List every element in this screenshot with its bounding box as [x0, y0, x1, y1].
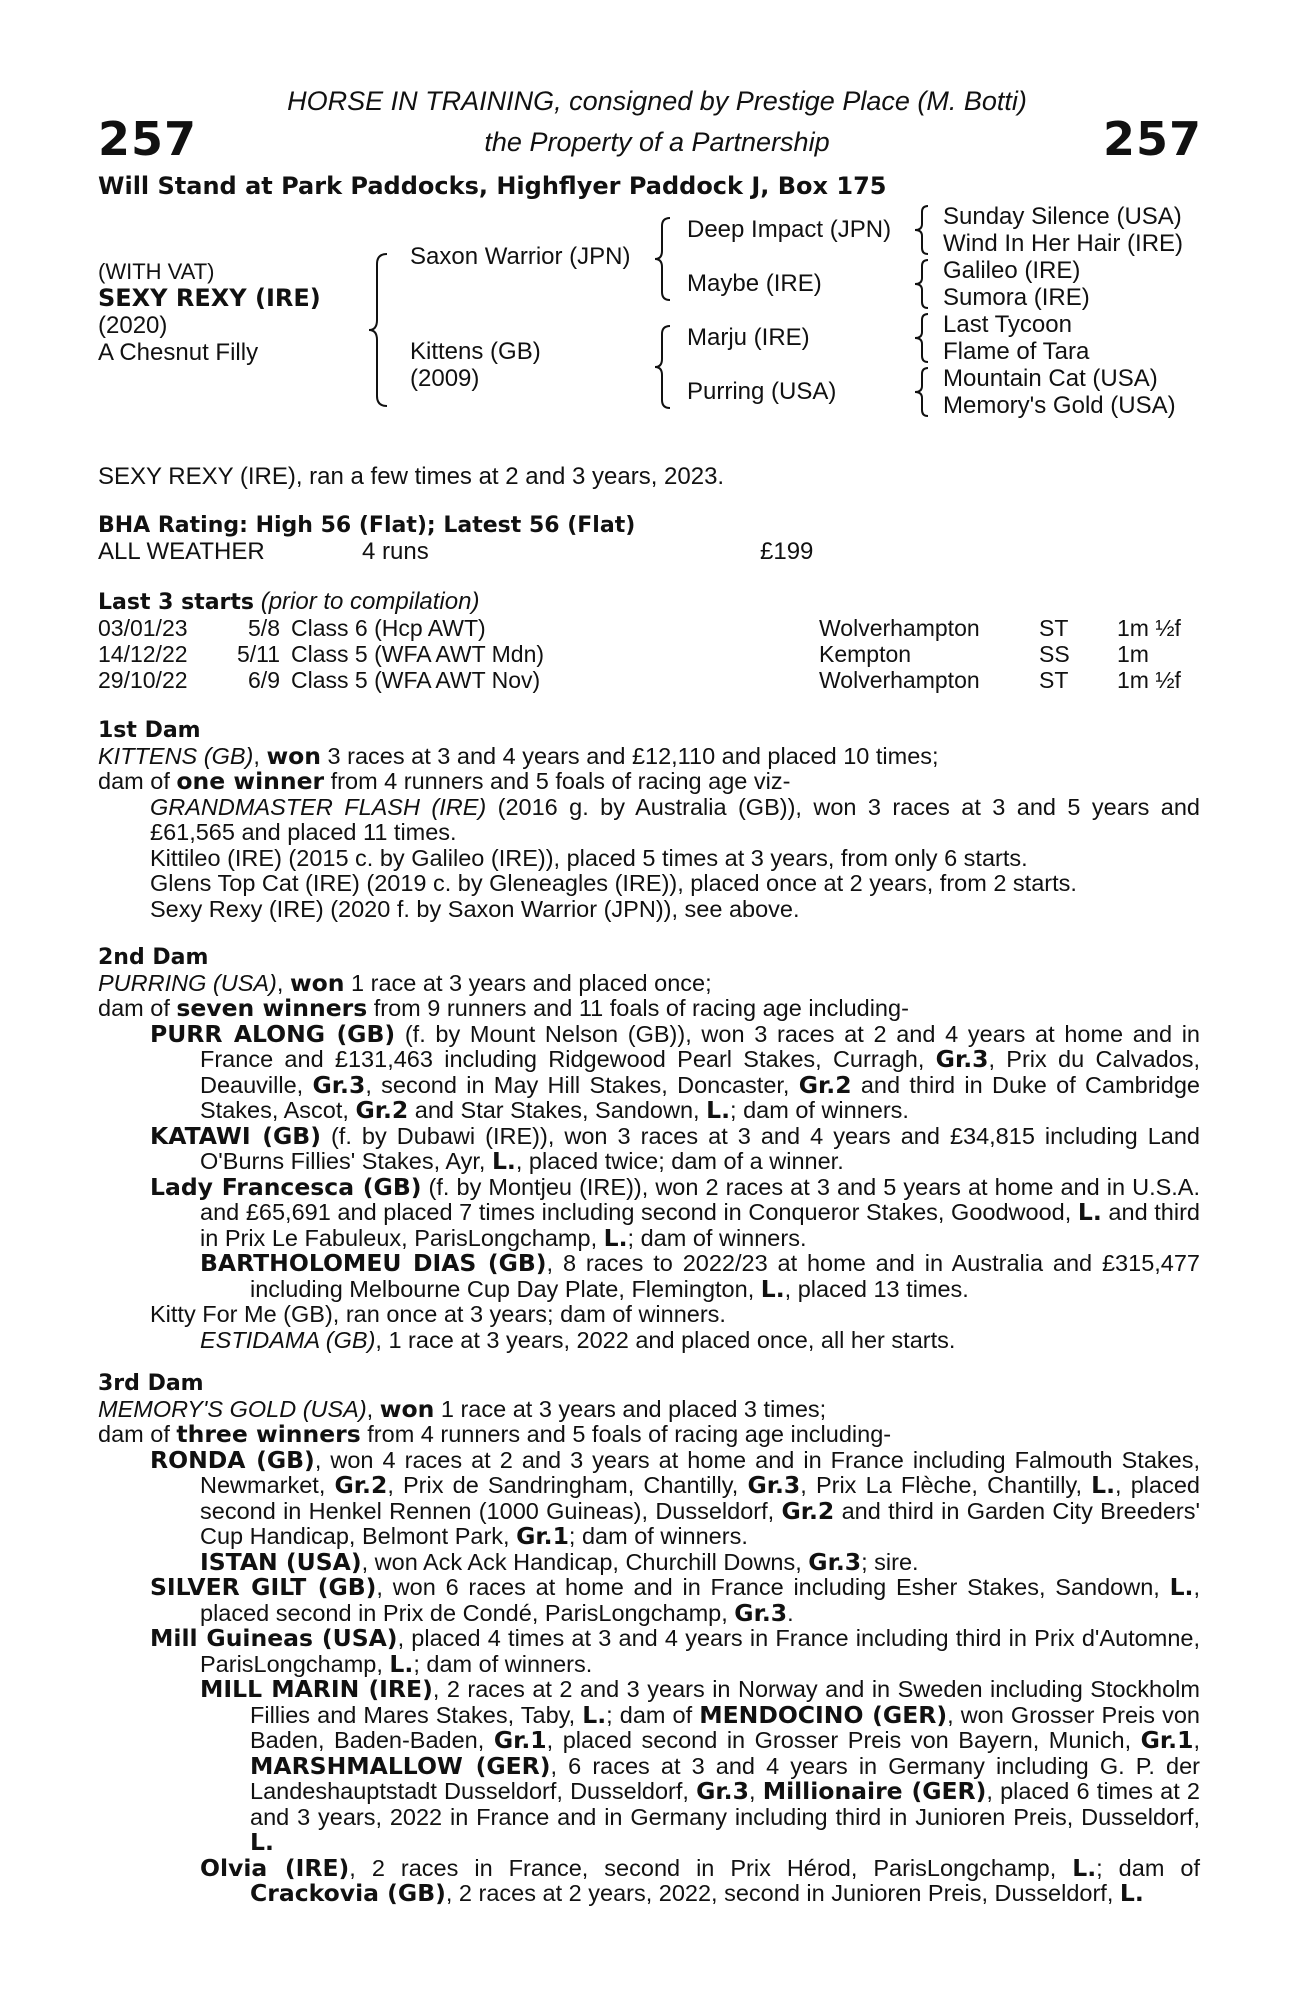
produce-entry: Glens Top Cat (IRE) (2019 c. by Gleneagles (IRE)), placed once at 2 years, from 2 starts. [150, 870, 1077, 896]
third-dam-name: MEMORY'S GOLD (USA) [98, 1395, 367, 1422]
pedigree-brace-1 [912, 203, 934, 257]
ped-sdd: Sumora (IRE) [943, 284, 1090, 311]
produce-entry-silver-gilt [98, 1575, 1200, 1626]
bold-text: Gr.3 [734, 1598, 788, 1627]
bold-text: Gr.1 [516, 1522, 569, 1550]
bold-text: Gr.1 [1140, 1726, 1194, 1754]
winners-count: seven winners [176, 994, 368, 1022]
first-dam-name: KITTENS (GB) [98, 742, 254, 769]
first-dam-heading: 1st Dam [98, 718, 201, 743]
dam-of-label: dam of [98, 995, 177, 1021]
bold-text: L. [1169, 1573, 1194, 1601]
first-dam-line1: KITTENS (GB), won 3 races at 3 and 4 years and £12,110 and placed 10 times; [98, 741, 939, 770]
bold-text: Olvia (IRE) [200, 1853, 350, 1882]
bold-text: L. [1072, 1853, 1097, 1882]
winners-count: one winner [176, 767, 325, 795]
second-dam-line2 [98, 996, 1200, 1022]
entry-text: , Prix La Flèche, Chantilly, [800, 1472, 1092, 1498]
start-distance: 1m ½f [1117, 615, 1181, 641]
start-race: Class 5 (WFA AWT Mdn) [291, 641, 545, 667]
entry-text: ; dam of [1096, 1854, 1200, 1881]
stand-location: Will Stand at Park Paddocks, Highflyer Paddock J, Box 175 [98, 172, 887, 200]
start-course: Kempton [819, 641, 912, 667]
bold-text: L. [491, 1147, 516, 1175]
foals-summary: from 4 runners and 5 foals of racing age including- [360, 1421, 892, 1447]
bold-text: MENDOCINO (GER) [699, 1700, 948, 1729]
bha-surface: ALL WEATHER [98, 538, 265, 565]
ped-dss: Last Tycoon [943, 311, 1072, 338]
entry-text: . [787, 1599, 794, 1626]
bold-text: L. [389, 1649, 414, 1678]
second-dam-name: PURRING (USA) [98, 969, 277, 996]
bold-text: MARSHMALLOW (GER) [250, 1751, 551, 1780]
entry-text: ; sire. [861, 1548, 919, 1575]
pedigree-brace-4 [912, 365, 934, 419]
entry-text: , placed second in Prix de Condé, ParisLongchamp, [200, 1574, 1200, 1626]
entry-text: , 6 races at 3 and 4 years in Germany including G. P. der Landeshauptstadt Dusseldorf, Dusseldorf, [250, 1752, 1200, 1804]
bold-text: Gr.3 [935, 1045, 989, 1073]
produce-name: ESTIDAMA (GB) [200, 1326, 376, 1353]
last-starts-title: Last 3 starts [98, 590, 255, 615]
ped-ssd: Wind In Her Hair (IRE) [943, 230, 1184, 257]
entry-text: and third in Prix Le Fabuleux, ParisLongchamp, [200, 1199, 1200, 1251]
entry-text: , [1193, 1727, 1200, 1753]
entry-text: (f. by Montjeu (IRE)), won 2 races at 3 and 5 years at home and in U.S.A. and £65,691 and placed 7 times including second in Conqueror Stakes, Goodwood, [200, 1173, 1201, 1225]
horse-year: (2020) [98, 312, 168, 339]
ped-sss: Sunday Silence (USA) [943, 203, 1182, 230]
bold-text: Gr.1 [493, 1726, 547, 1754]
bold-text: ISTAN (USA) [200, 1547, 362, 1576]
first-dam-section [98, 718, 1200, 922]
entry-text: , 8 races to 2022/23 at home and in Australia and £315,477 including Melbourne Cup Day Plate, Flemington, [250, 1250, 1200, 1302]
winners-count: three winners [176, 1420, 361, 1448]
foals-summary: from 4 runners and 5 foals of racing age viz- [324, 768, 791, 794]
entry-text: , Prix de Sandringham, Chantilly, [387, 1472, 748, 1498]
bold-text: Mill Guineas (USA) [150, 1624, 398, 1652]
lot-number-right: 257 [1102, 112, 1202, 166]
dam-sire: Marju (IRE) [687, 324, 810, 351]
entry-text: ; dam of winners. [627, 1224, 807, 1251]
vat-note: (WITH VAT) [98, 259, 215, 284]
last-starts-note: (prior to compilation) [260, 588, 480, 615]
bold-text: L. [1119, 1879, 1144, 1907]
third-dam-record: 1 race at 3 years and placed 3 times; [434, 1395, 827, 1422]
entry-text: , second in May Hill Stakes, Doncaster, [365, 1071, 799, 1098]
third-dam-line2 [98, 1422, 1200, 1448]
start-date: 14/12/22 [98, 641, 188, 667]
horse-description: A Chesnut Filly [98, 339, 259, 366]
consignor-line: HORSE IN TRAINING, consigned by Prestige Place (M. Botti) [287, 86, 1027, 116]
first-dam-record: 3 races at 3 and 4 years and £12,110 and placed 10 times; [321, 742, 939, 769]
bha-earnings: £199 [760, 538, 814, 565]
produce-entry-purr-along [98, 1019, 1200, 1124]
start-position: 5/8 [248, 615, 280, 641]
last-starts-heading [98, 588, 479, 616]
bold-text: Gr.3 [747, 1471, 801, 1499]
entry-text: , won Ack Ack Handicap, Churchill Downs, [361, 1548, 809, 1575]
entry-text: , 2 races at 2 and 3 years in Norway and in Sweden including Stockholm Fillies and Mares Stakes, Taby, [250, 1676, 1200, 1728]
start-going: ST [1039, 667, 1069, 693]
lot-number-left: 257 [98, 112, 198, 166]
second-dam-section [98, 945, 1200, 1353]
ped-ddd: Memory's Gold (USA) [943, 392, 1176, 419]
produce-entry-mill-guineas [98, 1626, 1200, 1677]
bold-text: L. [603, 1223, 628, 1252]
entry-text: , [748, 1778, 763, 1804]
entry-text: , placed second in Grosser Preis von Bayern, Munich, [546, 1727, 1141, 1753]
dam-of-label: dam of [98, 1421, 177, 1447]
pedigree-brace-3 [912, 311, 934, 365]
produce-name: GRANDMASTER FLASH (IRE) [150, 793, 487, 820]
bold-text: BARTHOLOMEU DIAS (GB) [200, 1249, 547, 1277]
sire-sire: Deep Impact (JPN) [687, 216, 892, 243]
produce-entry: Sexy Rexy (IRE) (2020 f. by Saxon Warrior (JPN)), see above. [150, 895, 800, 922]
entry-text: , won 6 races at home and in France including Esher Stakes, Sandown, [376, 1574, 1170, 1600]
bold-text: KATAWI (GB) [150, 1121, 321, 1150]
entry-text: , placed 4 times at 3 and 4 years in France including third in Prix d'Automne, ParisLongchamp, [200, 1625, 1200, 1677]
bha-rating: BHA Rating: High 56 (Flat); Latest 56 (Flat) [98, 513, 636, 538]
won-label: won [379, 1394, 435, 1423]
bold-text: Gr.2 [781, 1496, 835, 1525]
entry-text: ; dam of winners. [730, 1097, 909, 1123]
start-going: SS [1039, 641, 1070, 667]
start-going: ST [1039, 615, 1069, 641]
start-position: 5/11 [236, 641, 280, 667]
start-course: Wolverhampton [819, 667, 980, 693]
entry-text: , 2 races in France, second in Prix Hérod, ParisLongchamp, [349, 1854, 1073, 1881]
dam-of-label: dam of [98, 768, 177, 794]
produce-record: , 1 race at 3 years, 2022 and placed once, all her starts. [375, 1326, 956, 1353]
bold-text: Gr.3 [808, 1547, 862, 1576]
ped-dds: Mountain Cat (USA) [943, 365, 1158, 392]
entry-text: , placed 13 times. [784, 1275, 969, 1302]
produce-entry-mill-marin [98, 1677, 1200, 1856]
entry-text: , won Grosser Preis von Baden, Baden-Baden, [250, 1701, 1200, 1753]
bold-text: Gr.2 [798, 1070, 852, 1099]
bold-text: Gr.2 [334, 1471, 388, 1499]
ped-dsd: Flame of Tara [943, 338, 1090, 365]
bold-text: Crackovia (GB) [250, 1879, 446, 1907]
start-position: 6/9 [248, 667, 280, 693]
entry-text: ; dam of winners. [413, 1650, 593, 1677]
bold-text: Millionaire (GER) [762, 1777, 987, 1805]
foals-summary: from 9 runners and 11 foals of racing age including- [367, 995, 909, 1021]
entry-text: ; dam of [606, 1701, 700, 1728]
bha-runs: 4 runs [362, 538, 429, 565]
bold-text: MILL MARIN (IRE) [200, 1675, 433, 1703]
racing-summary: SEXY REXY (IRE), ran a few times at 2 and 3 years, 2023. [98, 463, 725, 490]
dam-dam: Purring (USA) [687, 378, 837, 405]
pedigree-brace-dam [652, 322, 676, 412]
entry-text: , placed 6 times at 2 and 3 years, 2022 in France and in Germany including third in Junioren Preis, Dusseldorf, [250, 1778, 1200, 1830]
start-date: 29/10/22 [98, 667, 188, 693]
entry-text: and Star Stakes, Sandown, [408, 1097, 707, 1123]
pedigree-brace-sire [652, 214, 676, 304]
start-date: 03/01/23 [98, 615, 188, 641]
property-line: the Property of a Partnership [484, 127, 830, 157]
entry-text: ; dam of winners. [568, 1523, 748, 1549]
produce-entry-lady-francesca [98, 1172, 1201, 1252]
produce-entry [98, 795, 1200, 846]
produce-entry-ronda [98, 1445, 1201, 1550]
bold-text: L. [1091, 1471, 1116, 1499]
dam-name: Kittens (GB) [410, 338, 541, 365]
produce-entry-estidama [98, 1328, 1200, 1354]
won-label: won [289, 968, 345, 997]
entry-text: (f. by Mount Nelson (GB)), won 3 races at 2 and 4 years at home and in France and £131,463 including Ridgewood Pearl Stakes, Curragh, [200, 1020, 1200, 1072]
second-dam-line1: PURRING (USA), won 1 race at 3 years and placed once; [98, 968, 712, 997]
sire-dam: Maybe (IRE) [687, 270, 822, 297]
start-distance: 1m [1117, 641, 1149, 667]
bold-text: Gr.3 [696, 1777, 749, 1805]
second-dam-record: 1 race at 3 years and placed once; [344, 969, 712, 996]
entry-text: , placed second in Henkel Rennen (1000 Guineas), Dusseldorf, [200, 1472, 1200, 1524]
third-dam-line1: MEMORY'S GOLD (USA), won 1 race at 3 years and placed 3 times; [98, 1394, 827, 1423]
horse-name: SEXY REXY (IRE) [98, 284, 321, 312]
won-label: won [266, 741, 322, 770]
entry-text: , won 4 races at 2 and 3 years at home and in France including Falmouth Stakes, Newmarket, [200, 1446, 1201, 1498]
pedigree-brace-2 [912, 257, 934, 311]
entry-text: and third in Duke of Cambridge Stakes, Ascot, [200, 1071, 1200, 1123]
bold-text: L. [582, 1700, 607, 1729]
third-dam-heading: 3rd Dam [98, 1371, 204, 1396]
entry-text: (f. by Dubawi (IRE)), won 3 races at 3 and 4 years and £34,815 including Land O'Burns Fillies' Stakes, Ayr, [200, 1122, 1200, 1174]
entry-text: , placed twice; dam of a winner. [515, 1148, 844, 1174]
pedigree-brace-main [365, 250, 395, 410]
entry-text: and third in Garden City Breeders' Cup Handicap, Belmont Park, [200, 1497, 1200, 1549]
start-race: Class 6 (Hcp AWT) [291, 615, 486, 641]
bold-text: Lady Francesca (GB) [150, 1172, 422, 1201]
produce-entry-olvia [98, 1853, 1200, 1907]
bold-text: Gr.3 [312, 1070, 366, 1099]
produce-record: (2016 g. by Australia (GB)), won 3 races at 3 and 5 years and £61,565 and placed 11 times. [150, 793, 1201, 845]
produce-entry-bartholomeu-dias [98, 1251, 1200, 1302]
entry-text: , 2 races at 2 years, 2022, second in Junioren Preis, Dusseldorf, [445, 1880, 1120, 1906]
third-dam-section [98, 1371, 1200, 1907]
start-race: Class 5 (WFA AWT Nov) [291, 667, 541, 693]
bold-text: RONDA (GB) [150, 1445, 315, 1474]
produce-entry-istan [98, 1547, 1200, 1576]
first-dam-line2 [98, 769, 1200, 795]
produce-entry-kitty: Kitty For Me (GB), ran once at 3 years; dam of winners. [150, 1301, 726, 1327]
produce-entry: Kittileo (IRE) (2015 c. by Galileo (IRE)), placed 5 times at 3 years, from only 6 starts. [150, 844, 1028, 871]
sire-name: Saxon Warrior (JPN) [410, 243, 631, 270]
bold-text: L. [250, 1828, 274, 1856]
bold-text: PURR ALONG (GB) [150, 1019, 396, 1048]
dam-year: (2009) [410, 365, 480, 392]
start-distance: 1m ½f [1117, 667, 1181, 693]
bold-text: L. [1077, 1198, 1102, 1226]
produce-entry-katawi [98, 1121, 1200, 1175]
bold-text: L. [760, 1274, 785, 1303]
second-dam-heading: 2nd Dam [98, 945, 209, 970]
ped-sds: Galileo (IRE) [943, 257, 1081, 284]
bold-text: Gr.2 [355, 1096, 409, 1124]
bold-text: SILVER GILT (GB) [150, 1573, 377, 1601]
bold-text: L. [706, 1096, 731, 1124]
start-course: Wolverhampton [819, 615, 980, 641]
entry-text: , Prix du Calvados, Deauville, [200, 1046, 1200, 1098]
